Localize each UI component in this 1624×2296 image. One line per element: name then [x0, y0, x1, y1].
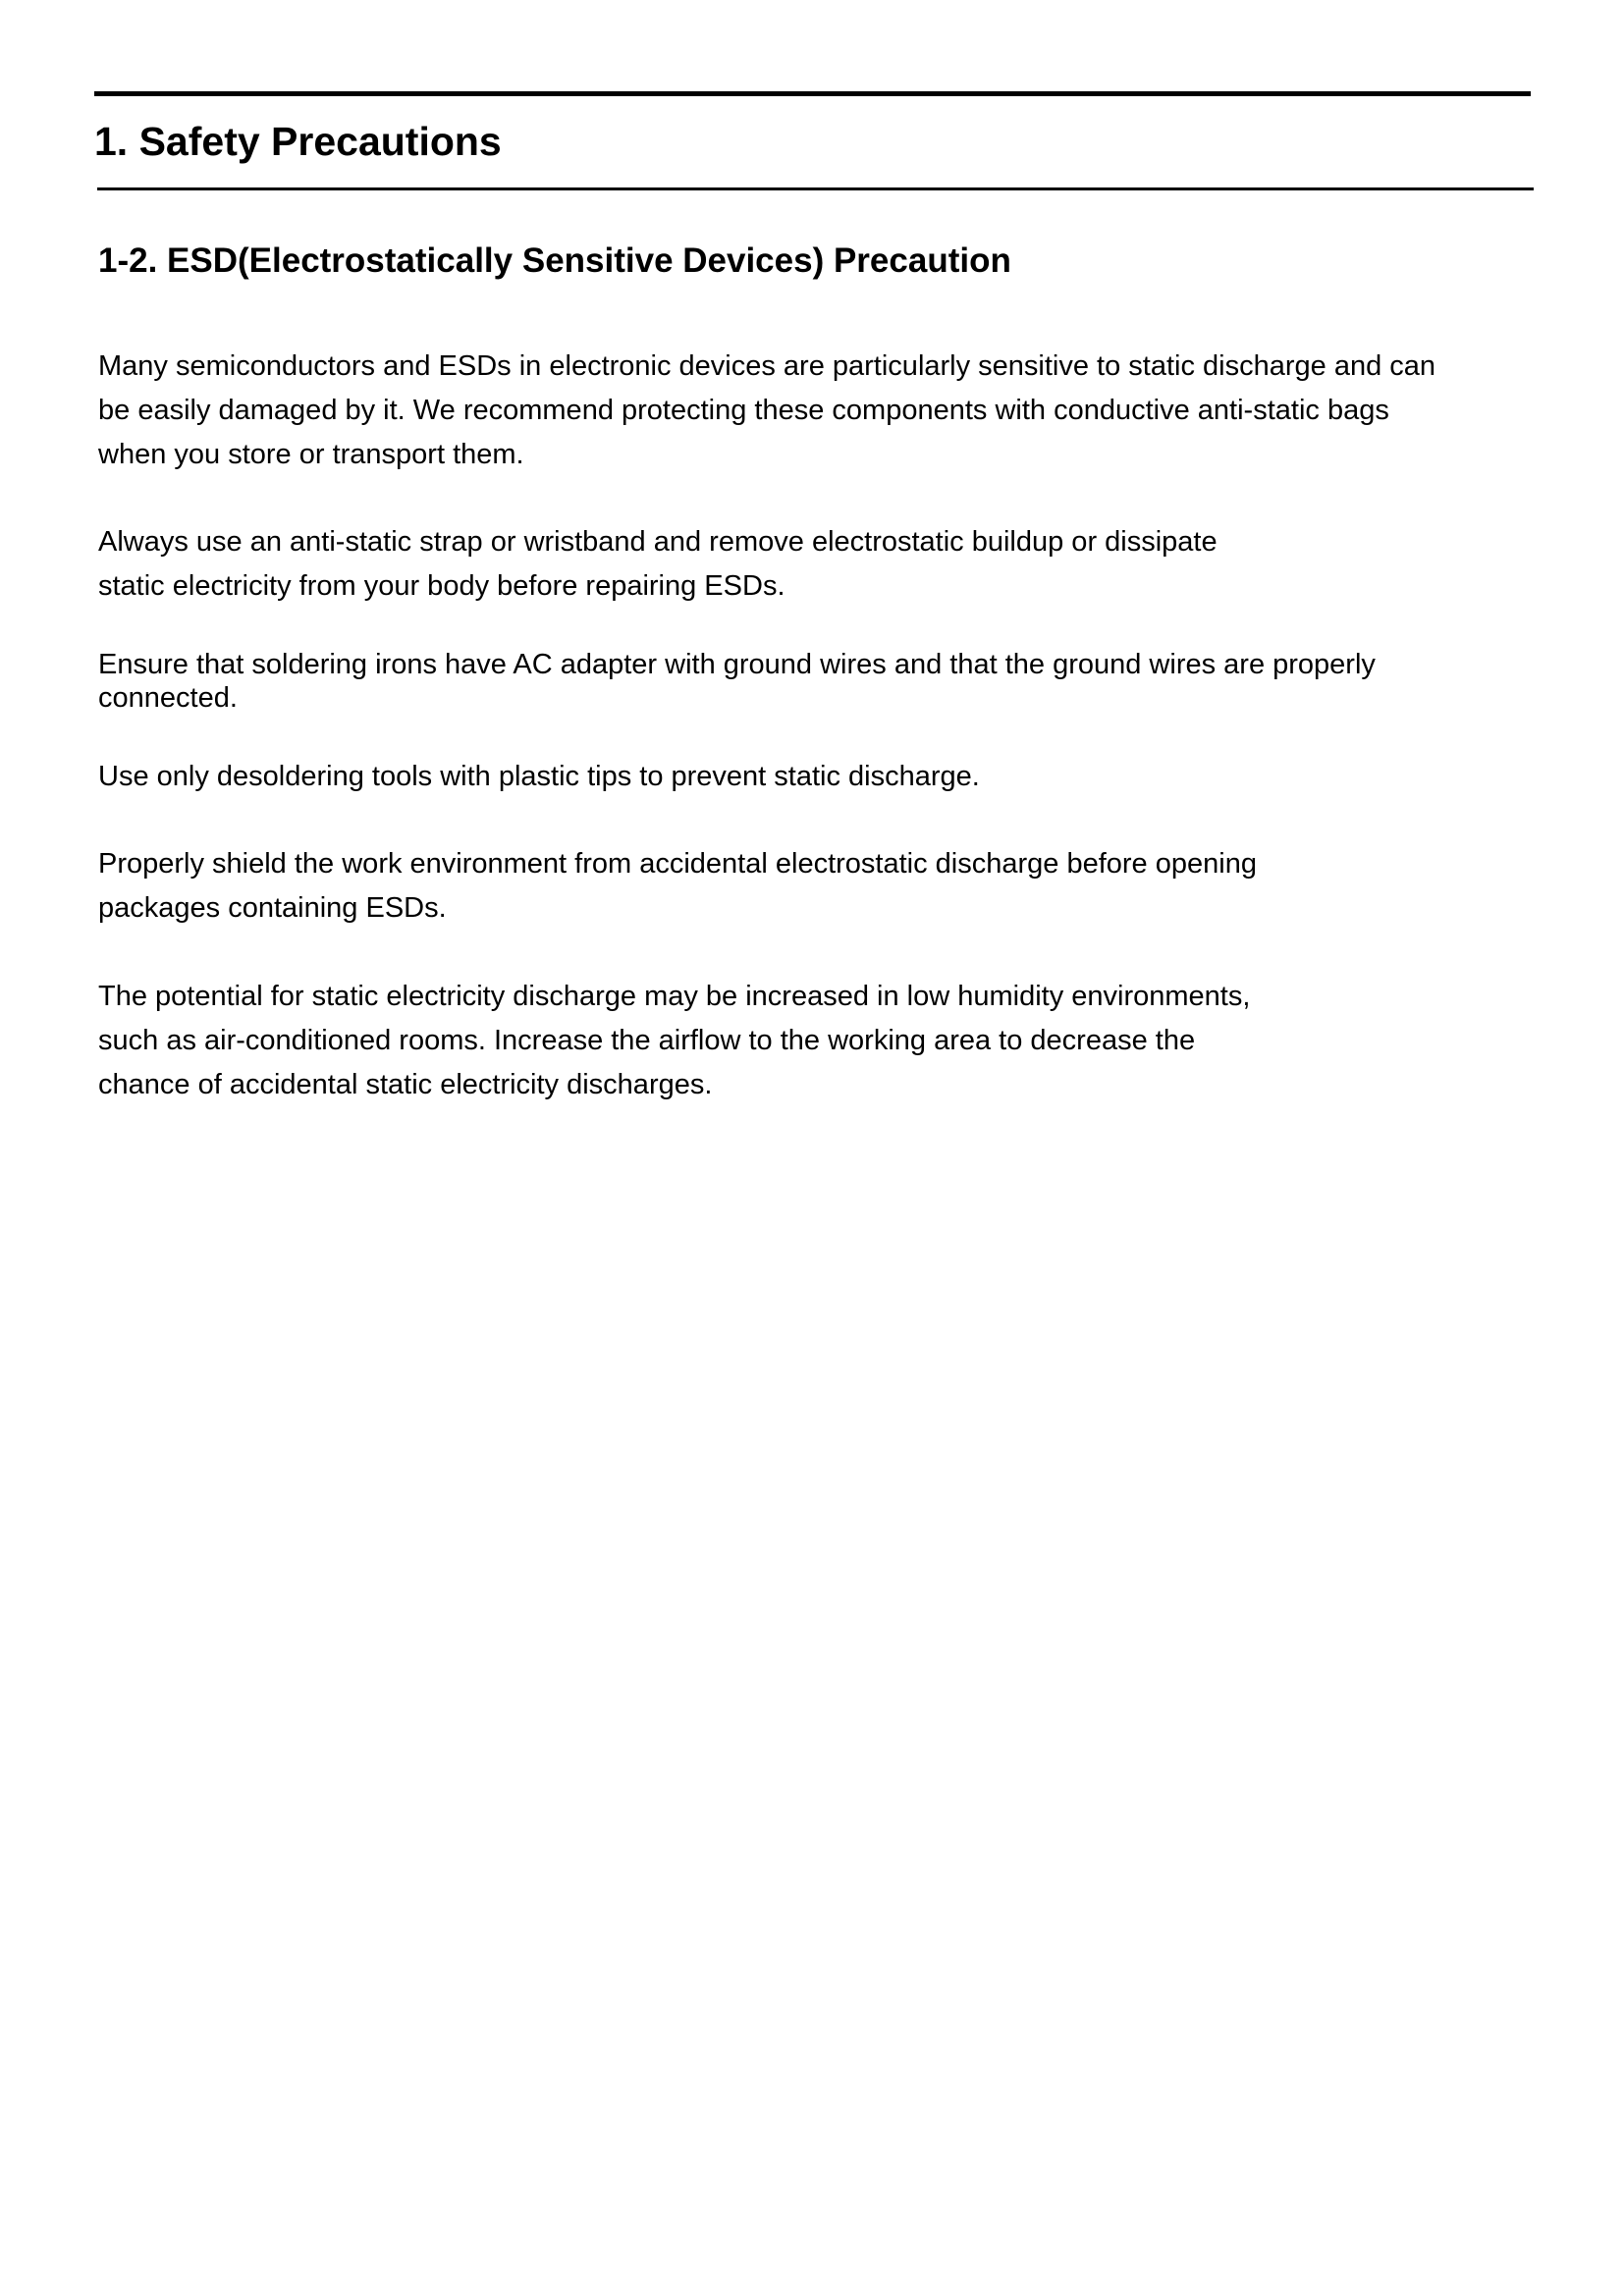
paragraph-soldering-irons	[98, 648, 1542, 715]
paragraph-line: such as air-conditioned rooms. Increase the airflow to the working area to decrease the	[98, 1025, 1196, 1056]
paragraph-line: be easily damaged by it. We recommend protecting these components with conductive anti-static bags	[98, 395, 1389, 426]
paragraph-desoldering-tools	[98, 755, 1542, 799]
paragraph-line: chance of accidental static electricity discharges.	[98, 1069, 713, 1100]
section-title: 1. Safety Precautions	[94, 119, 502, 164]
paragraph-line: The potential for static electricity discharge may be increased in low humidity environments,	[98, 981, 1251, 1012]
paragraph-anti-static-strap	[98, 520, 1542, 609]
header-divider	[97, 187, 1534, 190]
top-rule	[94, 91, 1531, 96]
paragraph-line: Many semiconductors and ESDs in electronic devices are particularly sensitive to static discharge and can	[98, 350, 1436, 382]
paragraph-line: packages containing ESDs.	[98, 892, 447, 924]
paragraph-line: Always use an anti-static strap or wristband and remove electrostatic buildup or dissipate	[98, 526, 1218, 558]
paragraph-low-humidity	[98, 975, 1542, 1107]
paragraph-line: connected.	[98, 682, 238, 714]
subsection-title: 1-2. ESD(Electrostatically Sensitive Devices) Precaution	[98, 241, 1011, 280]
paragraph-line: Use only desoldering tools with plastic tips to prevent static discharge.	[98, 761, 980, 792]
paragraph-esd-sensitivity	[98, 345, 1542, 477]
paragraph-line: Properly shield the work environment from accidental electrostatic discharge before opening	[98, 848, 1257, 880]
paragraph-line: when you store or transport them.	[98, 439, 524, 470]
paragraph-shield-environment	[98, 842, 1542, 931]
paragraph-line: static electricity from your body before repairing ESDs.	[98, 570, 785, 602]
paragraph-line: Ensure that soldering irons have AC adapter with ground wires and that the ground wires are properly	[98, 649, 1376, 680]
